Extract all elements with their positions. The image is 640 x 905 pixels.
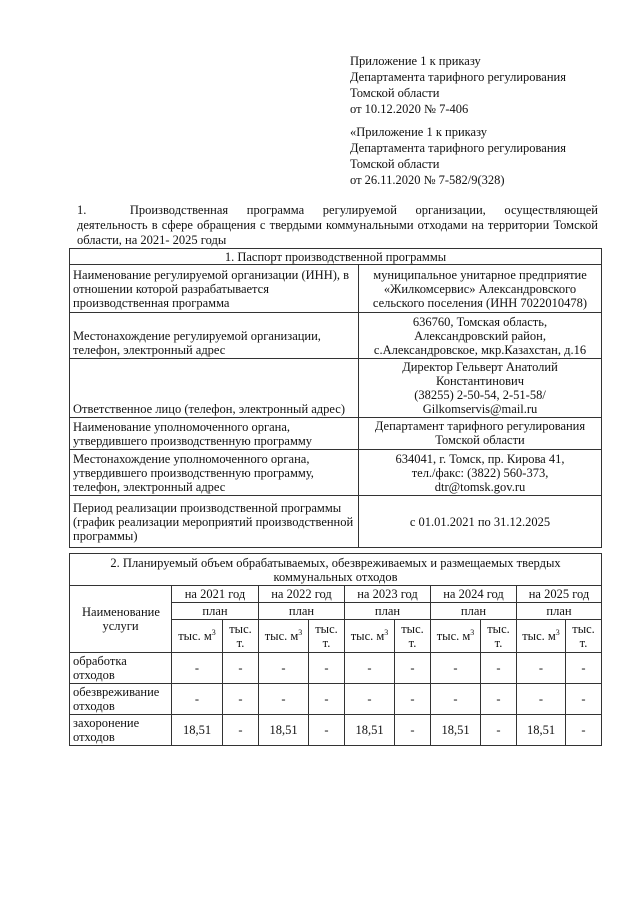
- order-reference-header: [350, 53, 566, 188]
- value-line: Департамент тарифного регулирования: [374, 419, 586, 433]
- passport-title: 1. Паспорт производственной программы: [70, 249, 602, 265]
- value-cell: 18,51: [345, 715, 395, 746]
- value-cell: -: [345, 653, 395, 684]
- table-row: [70, 418, 602, 450]
- order-line: от 26.11.2020 № 7-582/9(328): [350, 173, 505, 187]
- plan-header: план: [345, 603, 431, 620]
- value-cell: -: [395, 653, 431, 684]
- value-line: с.Александровское, мкр.Казахстан, д.16: [373, 342, 587, 357]
- value-cell: -: [172, 653, 223, 684]
- passport-label: Местонахождение уполномоченного органа, утвердившего производственную программу, телефон, электронный адрес: [70, 450, 359, 496]
- table-row: [70, 496, 602, 548]
- value-cell: -: [259, 653, 309, 684]
- unit-t: тыс. т.: [223, 620, 259, 653]
- volume-title-row: [70, 554, 602, 586]
- value-cell: 18,51: [431, 715, 481, 746]
- order-reference-1: [350, 53, 566, 117]
- order-reference-2: [350, 124, 566, 188]
- value-line: муниципальное унитарное предприятие: [373, 267, 587, 282]
- value-cell: -: [431, 653, 481, 684]
- value-cell: -: [517, 684, 566, 715]
- value-cell: -: [517, 653, 566, 684]
- passport-label: Период реализации производственной программы (график реализации мероприятий производственной программы): [70, 496, 359, 548]
- table-row: [70, 313, 602, 359]
- unit-t: тыс. т.: [566, 620, 602, 653]
- value-line: Томской области: [435, 433, 525, 447]
- value-cell: 18,51: [517, 715, 566, 746]
- order-line: Приложение 1 к приказу: [350, 54, 481, 68]
- value-cell: -: [395, 684, 431, 715]
- unit-m3: [259, 620, 309, 653]
- value-cell: 18,51: [172, 715, 223, 746]
- unit-t: тыс. т.: [481, 620, 517, 653]
- passport-value: с 01.01.2021 по 31.12.2025: [359, 496, 602, 548]
- unit-m3: [345, 620, 395, 653]
- order-line: Томской области: [350, 86, 440, 100]
- year-header: на 2023 год: [345, 586, 431, 603]
- value-cell: -: [481, 715, 517, 746]
- value-cell: -: [172, 684, 223, 715]
- intro-paragraph: 1. Производственная программа регулируемой организации, осуществляющей деятельность в сфере обращения с твердыми коммунальными отходами на территории Томской области, на 2021- 2025 годы: [77, 203, 602, 247]
- plan-header: план: [172, 603, 259, 620]
- volume-title: 2. Планируемый объем обрабатываемых, обезвреживаемых и размещаемых твердых коммунальных отходов: [70, 554, 602, 586]
- value-cell: -: [431, 684, 481, 715]
- value-cell: -: [309, 684, 345, 715]
- service-header: Наименование услуги: [70, 586, 172, 653]
- order-line: Томской области: [350, 157, 440, 171]
- value-line: Александровский район,: [414, 328, 546, 343]
- unit-m3-label: тыс. м: [178, 629, 212, 643]
- value-cell: -: [345, 684, 395, 715]
- value-cell: -: [481, 684, 517, 715]
- unit-m3-label: тыс. м: [522, 629, 556, 643]
- value-line: Gilkomservis@mail.ru: [422, 402, 538, 416]
- value-line: сельского поселения (ИНН 7022010478): [372, 295, 588, 310]
- passport-value: [359, 265, 602, 313]
- value-cell: -: [223, 684, 259, 715]
- value-line: 634041, г. Томск, пр. Кирова 41,: [395, 451, 565, 466]
- unit-m3: [517, 620, 566, 653]
- service-name: обработка отходов: [70, 653, 172, 684]
- unit-m3-label: тыс. м: [350, 629, 385, 643]
- passport-label: Ответственное лицо (телефон, электронный адрес): [70, 359, 359, 418]
- years-row: [70, 586, 602, 603]
- passport-value: [359, 359, 602, 418]
- passport-label: Наименование уполномоченного органа, утвердившего производственную программу: [70, 418, 359, 450]
- unit-m3-sup: 3: [211, 627, 216, 637]
- year-header: на 2025 год: [517, 586, 602, 603]
- unit-m3: [172, 620, 223, 653]
- unit-m3-sup: 3: [384, 627, 389, 637]
- order-line: от 10.12.2020 № 7-406: [350, 102, 469, 116]
- value-line: dtr@tomsk.gov.ru: [434, 479, 526, 494]
- passport-value: [359, 450, 602, 496]
- passport-label: Наименование регулируемой организации (ИНН), в отношении которой разрабатывается производственная программа: [70, 265, 359, 313]
- plan-header: план: [517, 603, 602, 620]
- table-row: [70, 265, 602, 313]
- value-line: 636760, Томская область,: [412, 314, 548, 329]
- value-cell: -: [566, 684, 602, 715]
- table-row: [70, 653, 602, 684]
- year-header: на 2021 год: [172, 586, 259, 603]
- unit-m3-label: тыс. м: [436, 629, 471, 643]
- table-row: [70, 450, 602, 496]
- passport-table: [69, 248, 602, 548]
- year-header: на 2022 год: [259, 586, 345, 603]
- passport-value: [359, 418, 602, 450]
- value-cell: -: [395, 715, 431, 746]
- passport-label: Местонахождение регулируемой организации, телефон, электронный адрес: [70, 313, 359, 359]
- table-row: [70, 715, 602, 746]
- unit-m3: [431, 620, 481, 653]
- value-cell: 18,51: [259, 715, 309, 746]
- unit-m3-sup: 3: [555, 627, 560, 637]
- passport-title-row: [70, 249, 602, 265]
- value-cell: -: [309, 653, 345, 684]
- plan-header: план: [431, 603, 517, 620]
- service-name: захоронение отходов: [70, 715, 172, 746]
- value-cell: -: [566, 653, 602, 684]
- volume-table: [69, 553, 602, 746]
- value-cell: -: [566, 715, 602, 746]
- plan-header: план: [259, 603, 345, 620]
- value-line: тел./факс: (3822) 560-373,: [411, 465, 549, 480]
- value-line: (38255) 2-50-54, 2-51-58/: [414, 388, 546, 402]
- unit-m3-label: тыс. м: [264, 629, 299, 643]
- year-header: на 2024 год: [431, 586, 517, 603]
- table-row: [70, 359, 602, 418]
- order-line: Департамента тарифного регулирования: [350, 141, 566, 155]
- value-line: Константинович: [435, 374, 525, 388]
- unit-t: тыс. т.: [395, 620, 431, 653]
- service-name: обезвреживание отходов: [70, 684, 172, 715]
- unit-m3-sup: 3: [298, 627, 303, 637]
- passport-value: [359, 313, 602, 359]
- value-cell: -: [223, 653, 259, 684]
- unit-t: тыс. т.: [309, 620, 345, 653]
- order-line: Департамента тарифного регулирования: [350, 70, 566, 84]
- table-row: [70, 684, 602, 715]
- value-cell: -: [309, 715, 345, 746]
- unit-m3-sup: 3: [470, 627, 475, 637]
- value-cell: -: [259, 684, 309, 715]
- value-line: «Жилкомсервис» Александровского: [383, 281, 577, 296]
- order-line: «Приложение 1 к приказу: [350, 125, 488, 139]
- value-line: Директор Гельверт Анатолий: [402, 360, 558, 374]
- value-cell: -: [223, 715, 259, 746]
- value-cell: -: [481, 653, 517, 684]
